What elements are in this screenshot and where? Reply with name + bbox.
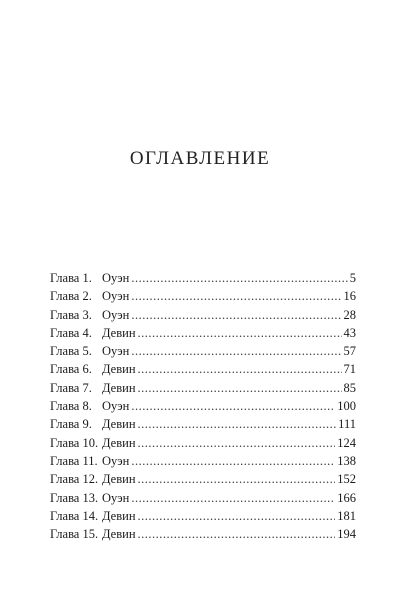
chapter-label: Глава 4.: [50, 325, 92, 340]
page-number: 194: [337, 527, 356, 542]
table-of-contents: [50, 271, 356, 545]
chapter-name: Девин: [102, 508, 136, 523]
page-number: 5: [349, 271, 356, 285]
chapter-label: Глава 15.: [50, 527, 99, 542]
dot-leader: [131, 491, 335, 506]
dot-leader: [138, 436, 336, 451]
chapter-name: Оуэн: [102, 344, 130, 359]
page-number: 138: [337, 453, 356, 468]
chapter-label: Глава 14.: [50, 508, 99, 523]
page-number: 181: [337, 508, 356, 523]
page-number: 16: [343, 289, 356, 304]
toc-entry: [50, 381, 356, 399]
page-number: 57: [343, 344, 356, 359]
dot-leader: [131, 454, 335, 469]
toc-entry: [50, 289, 356, 307]
page-number: 85: [343, 380, 356, 395]
page-number: 43: [343, 325, 356, 340]
chapter-label: Глава 11.: [50, 453, 98, 468]
chapter-name: Оуэн: [102, 490, 130, 505]
chapter-name: Девин: [102, 435, 136, 450]
dot-leader: [138, 417, 337, 432]
chapter-name: Оуэн: [102, 271, 130, 285]
dot-leader: [138, 472, 336, 487]
chapter-label: Глава 10.: [50, 435, 99, 450]
toc-entry: [50, 509, 356, 527]
page-number: 100: [337, 399, 356, 414]
chapter-name: Девин: [102, 417, 136, 432]
chapter-label: Глава 13.: [50, 490, 99, 505]
page-title: ОГЛАВЛЕНИЕ: [129, 148, 271, 169]
dot-leader: [131, 308, 341, 323]
chapter-name: Девин: [102, 380, 136, 395]
toc-entry: [50, 362, 356, 380]
dot-leader: [138, 381, 342, 396]
chapter-label: Глава 6.: [50, 362, 92, 377]
toc-entry: [50, 271, 356, 289]
dot-leader: [138, 362, 342, 377]
dot-leader: [138, 509, 336, 524]
toc-entry: [50, 344, 356, 362]
dot-leader: [131, 344, 341, 359]
chapter-label: Глава 3.: [50, 307, 92, 322]
dot-leader: [138, 527, 336, 542]
chapter-label: Глава 5.: [50, 344, 92, 359]
toc-entry: [50, 472, 356, 490]
dot-leader: [138, 326, 342, 341]
toc-entry: [50, 436, 356, 454]
page-number: 111: [338, 417, 356, 432]
page-number: 124: [337, 435, 356, 450]
toc-entry: [50, 308, 356, 326]
page-number: 71: [343, 362, 356, 377]
chapter-label: Глава 2.: [50, 289, 92, 304]
dot-leader: [131, 289, 341, 304]
toc-entry: [50, 527, 356, 545]
chapter-name: Девин: [102, 325, 136, 340]
chapter-name: Оуэн: [102, 453, 130, 468]
chapter-name: Оуэн: [102, 289, 130, 304]
toc-entry: [50, 417, 356, 435]
chapter-name: Оуэн: [102, 307, 130, 322]
toc-entry: [50, 399, 356, 417]
chapter-name: Девин: [102, 472, 136, 487]
dot-leader: [131, 271, 347, 286]
chapter-label: Глава 9.: [50, 417, 92, 432]
page-number: 28: [343, 307, 356, 322]
toc-entry: [50, 326, 356, 344]
toc-entry: [50, 454, 356, 472]
chapter-label: Глава 1.: [50, 271, 92, 285]
chapter-name: Девин: [102, 527, 136, 542]
chapter-label: Глава 12.: [50, 472, 99, 487]
chapter-name: Оуэн: [102, 399, 130, 414]
chapter-name: Девин: [102, 362, 136, 377]
toc-entry: [50, 491, 356, 509]
page-number: 166: [337, 490, 356, 505]
chapter-label: Глава 7.: [50, 380, 92, 395]
page-number: 152: [337, 472, 356, 487]
dot-leader: [131, 399, 335, 414]
chapter-label: Глава 8.: [50, 399, 92, 414]
